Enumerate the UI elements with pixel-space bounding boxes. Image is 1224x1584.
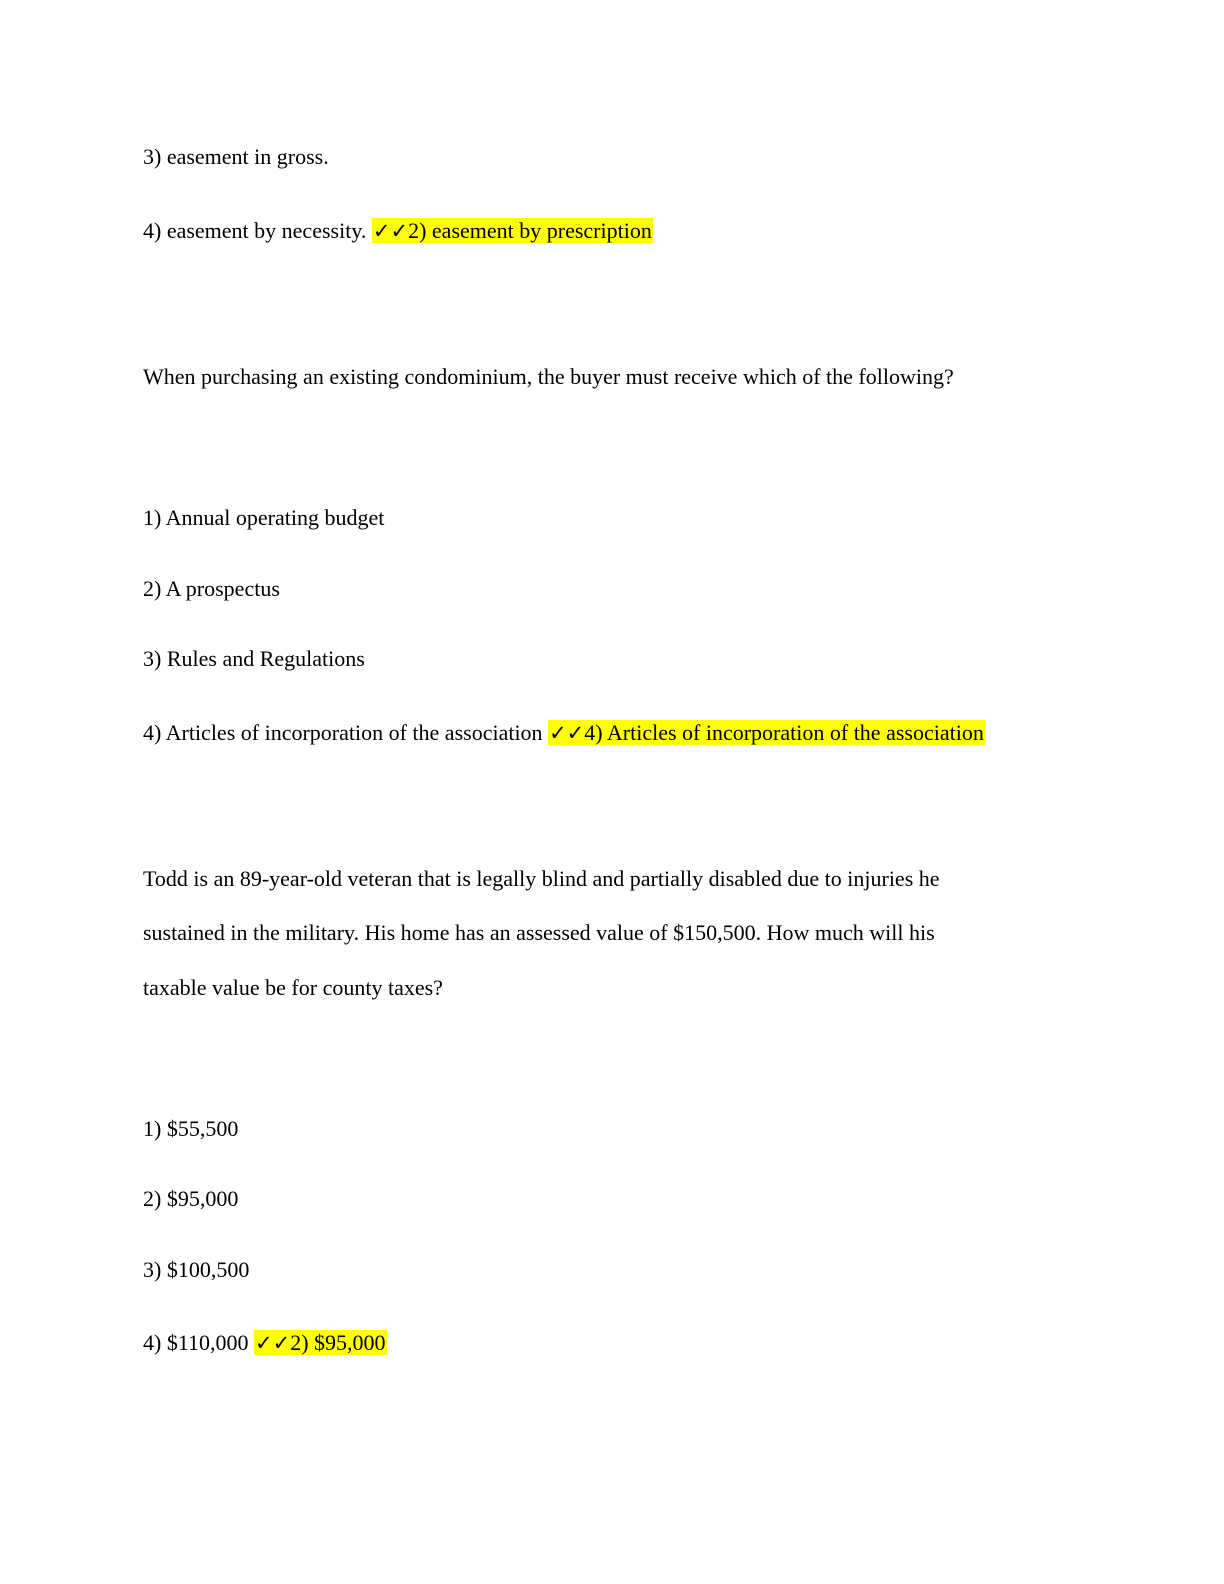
- double-check-icon: ✓✓: [255, 1331, 291, 1355]
- double-check-icon: ✓✓: [372, 219, 409, 243]
- q2-option-4-row: [143, 718, 985, 748]
- double-check-icon: ✓✓: [549, 721, 585, 745]
- q2-option-4: 4) Articles of incorporation of the association: [143, 720, 543, 745]
- q1-answer: 2) easement by prescription: [408, 218, 652, 243]
- q3-question-line-1: Todd is an 89-year-old veteran that is legally blind and partially disabled due to injuries he: [143, 866, 940, 891]
- q1-answer-highlight: [372, 218, 653, 243]
- q1-option-4-row: [143, 216, 653, 246]
- q2-answer: 4) Articles of incorporation of the association: [584, 720, 984, 745]
- q3-answer-highlight: [254, 1330, 387, 1355]
- q1-option-3: 3) easement in gross.: [143, 144, 329, 169]
- q1-option-4: 4) easement by necessity.: [143, 218, 367, 243]
- q2-option-3: 3) Rules and Regulations: [143, 646, 365, 671]
- q3-option-4: 4) $110,000: [143, 1330, 249, 1355]
- q3-question-line-2: sustained in the military. His home has an assessed value of $150,500. How much will his: [143, 920, 935, 945]
- q3-option-4-row: [143, 1328, 387, 1358]
- q3-question-line-3: taxable value be for county taxes?: [143, 975, 443, 1000]
- q2-option-2: 2) A prospectus: [143, 576, 280, 601]
- q3-option-3: 3) $100,500: [143, 1257, 250, 1282]
- q2-option-1: 1) Annual operating budget: [143, 505, 385, 530]
- q3-answer: 2) $95,000: [290, 1330, 386, 1355]
- q2-question: When purchasing an existing condominium, the buyer must receive which of the following?: [143, 364, 954, 389]
- q3-option-2: 2) $95,000: [143, 1186, 239, 1211]
- q2-answer-highlight: [548, 720, 985, 745]
- q3-option-1: 1) $55,500: [143, 1116, 239, 1141]
